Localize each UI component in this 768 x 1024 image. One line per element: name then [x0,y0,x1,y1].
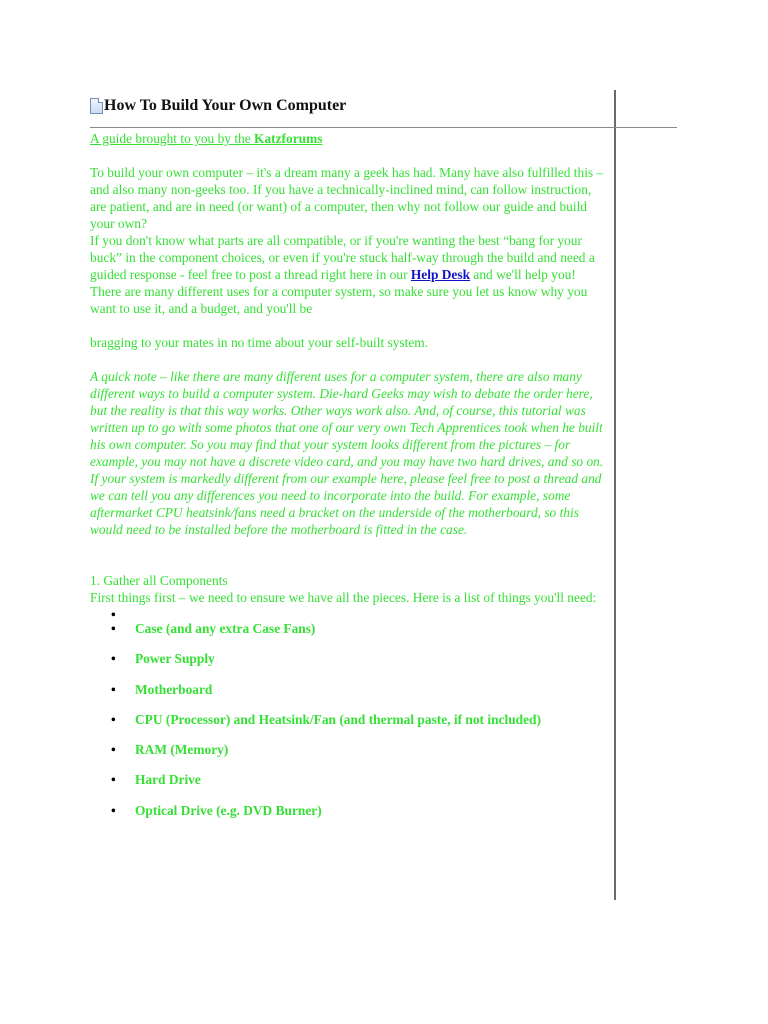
intro-paragraph-2 [90,232,610,317]
list-item-label: RAM (Memory) [135,742,229,758]
list-item [90,650,610,680]
intro-2-before-link: If you don't know what parts are all compatible, or if you're wanting the best “bang for your buck” in the component choices, or even if you're stuck half-way through the build and need a guided response - feel free to post a thread right here in our [90,233,595,282]
bullet-icon: • [111,711,116,727]
list-item [90,741,610,771]
bullet-icon: • [111,607,116,622]
bullet-icon: • [111,802,116,818]
list-item-label: Hard Drive [135,772,201,788]
margin-vertical-rule [614,90,616,900]
list-item [90,771,610,801]
list-item-label: CPU (Processor) and Heatsink/Fan (and thermal paste, if not included) [135,711,541,727]
list-item-label: Power Supply [135,651,215,667]
list-item-label: Motherboard [135,681,213,697]
list-item [90,802,610,832]
bullet-icon: • [111,651,116,667]
list-item [90,606,610,620]
guide-prefix: A guide brought to you by the [90,131,255,146]
title-row [90,96,346,116]
page-title: How To Build Your Own Computer [104,97,347,114]
guide-brand: Katzforums [254,131,323,146]
step-intro: First things first – we need to ensure we have all the pieces. Here is a list of things you'll need: [90,590,597,605]
document-icon [90,98,103,114]
list-item-label: Optical Drive (e.g. DVD Burner) [135,802,322,818]
list-item [90,681,610,711]
intro-2-after-link: and we'll help you! There are many different uses for a computer system, so make sure you let us know why you want to use it, and a budget, and you'll be [90,267,588,316]
list-item-label: Case (and any extra Case Fans) [135,621,316,636]
step-heading: 1. Gather all Components [90,573,228,588]
list-item [90,620,610,650]
guide-credit [90,130,610,147]
quick-note: A quick note – like there are many different uses for a computer system, there are also many different ways to build a computer system. Die-hard Geeks may wish to debate the order here, but the reality is that this way works. Other ways work also. And, of course, this tutorial was written up to go with some photos that one of our very own Tech Apprentices took when he built his own computer. So you may find that your system looks different from the pictures – for example, you may not have a discrete video card, and you may have two hard drives, and so on. If your system is markedly different from our example here, please feel free to post a thread and we can tell you any differences you need to incorporate into the build. For example, some aftermarket CPU heatsink/fans need a bracket on the underside of the motherboard, so this would need to be installed before the motherboard is fitted in the case. [90,369,604,537]
list-item [90,711,610,741]
bullet-icon: • [111,772,116,788]
parts-list [90,606,610,832]
bullet-icon: • [111,742,116,758]
intro-paragraph-1: To build your own computer – it's a dream many a geek has had. Many have also fulfilled this – and also many non-geeks too. If you have a technically-inclined mind, can follow instruction, are patient, and are in need (or want) of a computer, then why not follow our guide and build your own? [90,165,604,231]
help-desk-link[interactable]: Help Desk [410,267,471,282]
bullet-icon: • [111,681,116,697]
intro-paragraph-3: bragging to your mates in no time about your self-built system. [90,335,429,350]
bullet-icon: • [111,621,116,636]
article-body [90,128,610,832]
